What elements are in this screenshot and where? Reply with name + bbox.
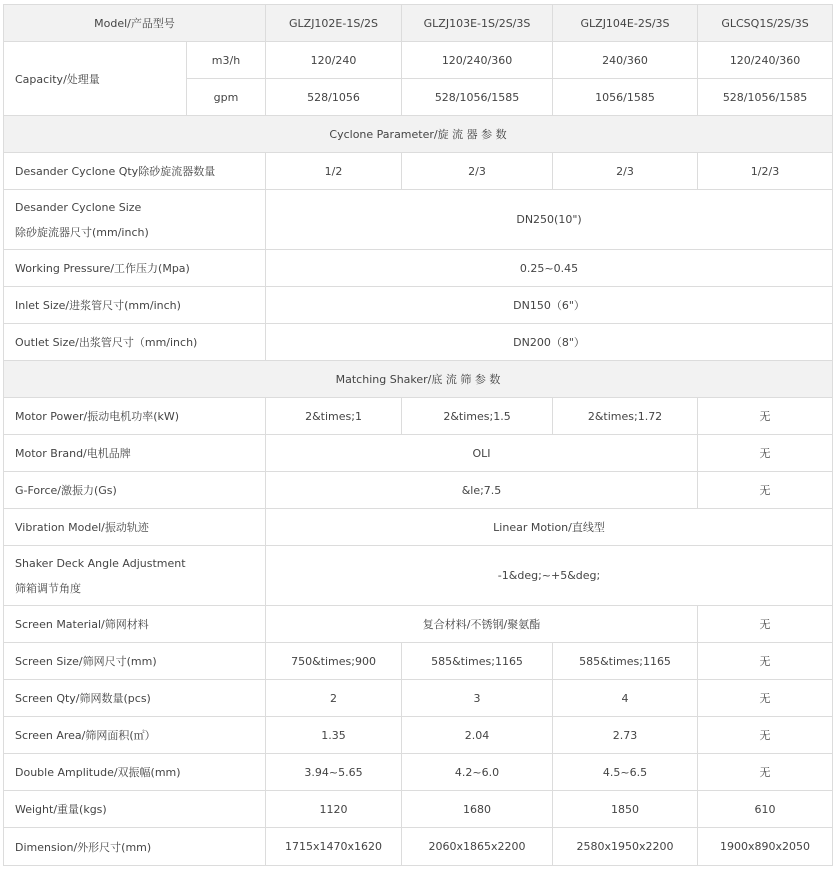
table-cell: 120/240 [266,42,402,79]
section-title-shaker: Matching Shaker/底 流 筛 参 数 [4,361,833,398]
spec-table [3,4,833,866]
table-cell: 528/1056 [266,79,402,116]
capacity-label: Capacity/处理量 [4,42,187,116]
row-label-line: 筛箱调节角度 [15,581,81,595]
table-cell: 750&times;900 [266,643,402,680]
row-label: Screen Size/筛网尺寸(mm) [4,643,266,680]
row-label: Motor Power/振动电机功率(kW) [4,398,266,435]
screen-qty-row [4,680,833,717]
screen-area-row [4,717,833,754]
model-label: Model/产品型号 [4,5,266,42]
row-label: Vibration Model/振动轨迹 [4,509,266,546]
table-cell: 2.73 [553,717,698,754]
motor-brand-row [4,435,833,472]
model-name: GLZJ104E-2S/3S [553,5,698,42]
g-force-row [4,472,833,509]
table-cell: 2 [266,680,402,717]
section-row-cyclone [4,116,833,153]
table-cell: 2060x1865x2200 [402,828,553,866]
table-cell: 4.2~6.0 [402,754,553,791]
table-cell: 无 [698,680,833,717]
model-name: GLZJ103E-1S/2S/3S [402,5,553,42]
table-cell: 528/1056/1585 [402,79,553,116]
row-label [4,190,266,250]
cyclone-qty-row [4,153,833,190]
table-cell: 3.94~5.65 [266,754,402,791]
table-cell: 120/240/360 [402,42,553,79]
inlet-size-row [4,287,833,324]
table-cell: 无 [698,606,833,643]
table-cell: 3 [402,680,553,717]
table-cell: 240/360 [553,42,698,79]
outlet-size-row [4,324,833,361]
table-cell: OLI [266,435,698,472]
deck-angle-row [4,546,833,606]
table-cell: 0.25~0.45 [266,250,833,287]
table-cell: -1&deg;~+5&deg; [266,546,833,606]
model-name: GLCSQ1S/2S/3S [698,5,833,42]
table-cell: 528/1056/1585 [698,79,833,116]
screen-material-row [4,606,833,643]
table-cell: 2/3 [402,153,553,190]
row-label: Outlet Size/出浆管尺寸（mm/inch) [4,324,266,361]
row-label-line: 除砂旋流器尺寸(mm/inch) [15,225,149,239]
table-cell: 2.04 [402,717,553,754]
table-cell: Linear Motion/直线型 [266,509,833,546]
table-cell: 无 [698,472,833,509]
table-cell: 120/240/360 [698,42,833,79]
row-label: Desander Cyclone Qty除砂旋流器数量 [4,153,266,190]
row-label-line: Shaker Deck Angle Adjustment [15,556,186,570]
table-cell: 无 [698,717,833,754]
table-cell: 2&times;1.5 [402,398,553,435]
table-cell: 1/2 [266,153,402,190]
row-label: Double Amplitude/双振幅(mm) [4,754,266,791]
table-cell: 2&times;1 [266,398,402,435]
row-label: Inlet Size/进浆管尺寸(mm/inch) [4,287,266,324]
row-label: Screen Area/筛网面积(㎡） [4,717,266,754]
weight-row [4,791,833,828]
header-row [4,5,833,42]
model-name: GLZJ102E-1S/2S [266,5,402,42]
vibration-model-row [4,509,833,546]
row-label: G-Force/激振力(Gs) [4,472,266,509]
table-cell: 4 [553,680,698,717]
table-cell: 无 [698,435,833,472]
table-cell: DN200（8"） [266,324,833,361]
section-row-shaker [4,361,833,398]
table-cell: 1.35 [266,717,402,754]
capacity-unit-m3h: m3/h [187,42,266,79]
dimension-row [4,828,833,866]
screen-size-row [4,643,833,680]
table-cell: 1715x1470x1620 [266,828,402,866]
row-label: Working Pressure/工作压力(Mpa) [4,250,266,287]
table-cell: 1056/1585 [553,79,698,116]
table-cell: 2580x1950x2200 [553,828,698,866]
table-cell: 1850 [553,791,698,828]
row-label: Dimension/外形尺寸(mm) [4,828,266,866]
table-cell: 1/2/3 [698,153,833,190]
table-cell: 1900x890x2050 [698,828,833,866]
row-label: Weight/重量(kgs) [4,791,266,828]
section-title-cyclone: Cyclone Parameter/旋 流 器 参 数 [4,116,833,153]
table-cell: 4.5~6.5 [553,754,698,791]
cyclone-size-row [4,190,833,250]
table-cell: 2/3 [553,153,698,190]
table-cell: 复合材料/不锈钢/聚氨酯 [266,606,698,643]
capacity-unit-gpm: gpm [187,79,266,116]
double-amplitude-row [4,754,833,791]
table-cell: 585&times;1165 [402,643,553,680]
capacity-m3h-row [4,42,833,79]
table-cell: &le;7.5 [266,472,698,509]
table-cell: 无 [698,398,833,435]
row-label: Motor Brand/电机品牌 [4,435,266,472]
row-label-line: Desander Cyclone Size [15,200,142,214]
table-cell: DN250(10") [266,190,833,250]
table-cell: 1680 [402,791,553,828]
row-label: Screen Qty/筛网数量(pcs) [4,680,266,717]
table-cell: DN150（6"） [266,287,833,324]
table-cell: 无 [698,754,833,791]
table-cell: 610 [698,791,833,828]
motor-power-row [4,398,833,435]
row-label [4,546,266,606]
working-pressure-row [4,250,833,287]
table-cell: 585&times;1165 [553,643,698,680]
row-label: Screen Material/筛网材料 [4,606,266,643]
table-cell: 2&times;1.72 [553,398,698,435]
table-cell: 1120 [266,791,402,828]
table-cell: 无 [698,643,833,680]
